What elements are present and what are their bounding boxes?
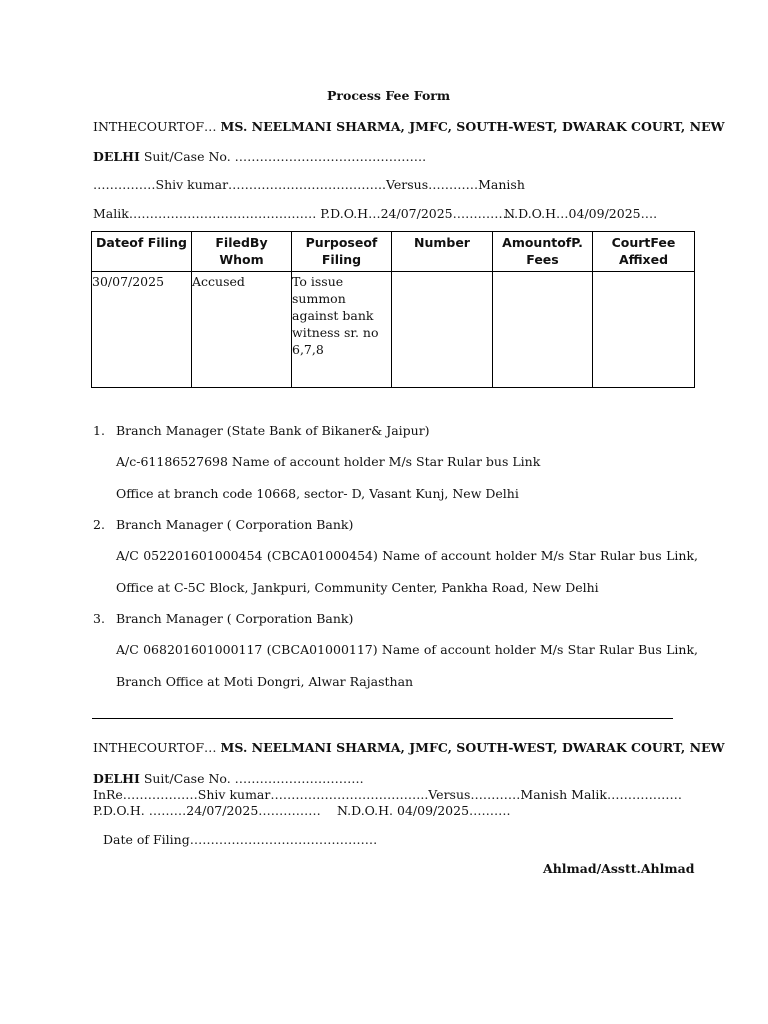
witness-3-title: Branch Manager ( Corporation Bank) (116, 611, 354, 626)
receipt-pdoh: P.D.O.H. ………24/07/2025…………… (93, 803, 321, 818)
receipt-suit-line (93, 771, 364, 786)
witness-3-account: A/C 068201601000117 (CBCA01000117) Name of account holder M/s Star Rular Bus Link, (116, 642, 698, 657)
header-purpose: Purposeof Filing (292, 232, 392, 272)
signature-ahlmad: Ahlmad/Asstt.Ahlmad (543, 861, 695, 876)
witness-2-title: Branch Manager ( Corporation Bank) (116, 517, 354, 532)
cut-line-divider (92, 718, 673, 719)
witness-1-title: Branch Manager (State Bank of Bikaner& Jaipur) (116, 423, 430, 438)
malik-pdoh-line: Malik……………………………………… P.D.O.H…24/07/2025…………… (93, 206, 516, 221)
witness-2-office: Office at C-5C Block, Jankpuri, Community Center, Pankha Road, New Delhi (116, 580, 599, 595)
ndoh-text: N.D.O.H…04/09/2025…. (504, 206, 658, 221)
witness-2-number: 2. (93, 517, 105, 532)
court-city: DELHI (93, 149, 140, 164)
header-date-of-filing: Dateof Filing (92, 232, 192, 272)
receipt-suit-case-label: Suit/Case No. …………………………. (143, 771, 364, 786)
table-header-row (92, 232, 695, 272)
cell-amount (493, 272, 593, 388)
court-line (93, 119, 725, 134)
parties-line: ……………Shiv kumar………………………………..Versus…………Manish (93, 177, 525, 192)
header-court-fee: CourtFee Affixed (593, 232, 695, 272)
witness-1-number: 1. (93, 423, 105, 438)
suit-case-label: Suit/Case No. ………………………………………. (143, 149, 427, 164)
receipt-court-line (93, 740, 725, 755)
cell-number (392, 272, 493, 388)
receipt-ndoh: N.D.O.H. 04/09/2025………. (337, 803, 511, 818)
table-row (92, 272, 695, 388)
receipt-court-name: MS. NEELMANI SHARMA, JMFC, SOUTH-WEST, DWARAK COURT, NEW (220, 740, 725, 755)
court-name: MS. NEELMANI SHARMA, JMFC, SOUTH-WEST, DWARAK COURT, NEW (220, 119, 725, 134)
witness-1-account: A/c-61186527698 Name of account holder M/s Star Rular bus Link (116, 454, 541, 469)
receipt-court-city: DELHI (93, 771, 140, 786)
receipt-court-prefix: INTHECOURTOF… (93, 740, 217, 755)
court-prefix: INTHECOURTOF… (93, 119, 217, 134)
cell-court-fee (593, 272, 695, 388)
cell-purpose: To issue summon against bank witness sr. no 6,7,8 (292, 272, 392, 388)
receipt-inre-line: InRe………………Shiv kumar………………………………..Versus…………Manish Malik……………… (93, 787, 682, 802)
process-fee-table (91, 231, 695, 388)
suit-line (93, 149, 426, 164)
receipt-date-of-filing: Date of Filing……………………………………… (103, 832, 378, 847)
cell-date: 30/07/2025 (92, 272, 192, 388)
witness-1-office: Office at branch code 10668, sector- D, Vasant Kunj, New Delhi (116, 486, 519, 501)
witness-2-account: A/C 052201601000454 (CBCA01000454) Name of account holder M/s Star Rular bus Link, (116, 548, 698, 563)
form-title: Process Fee Form (327, 88, 451, 103)
header-number: Number (392, 232, 493, 272)
witness-3-number: 3. (93, 611, 105, 626)
header-amount: AmountofP. Fees (493, 232, 593, 272)
cell-filed-by: Accused (192, 272, 292, 388)
witness-3-office: Branch Office at Moti Dongri, Alwar Rajasthan (116, 674, 414, 689)
header-filed-by: FiledBy Whom (192, 232, 292, 272)
